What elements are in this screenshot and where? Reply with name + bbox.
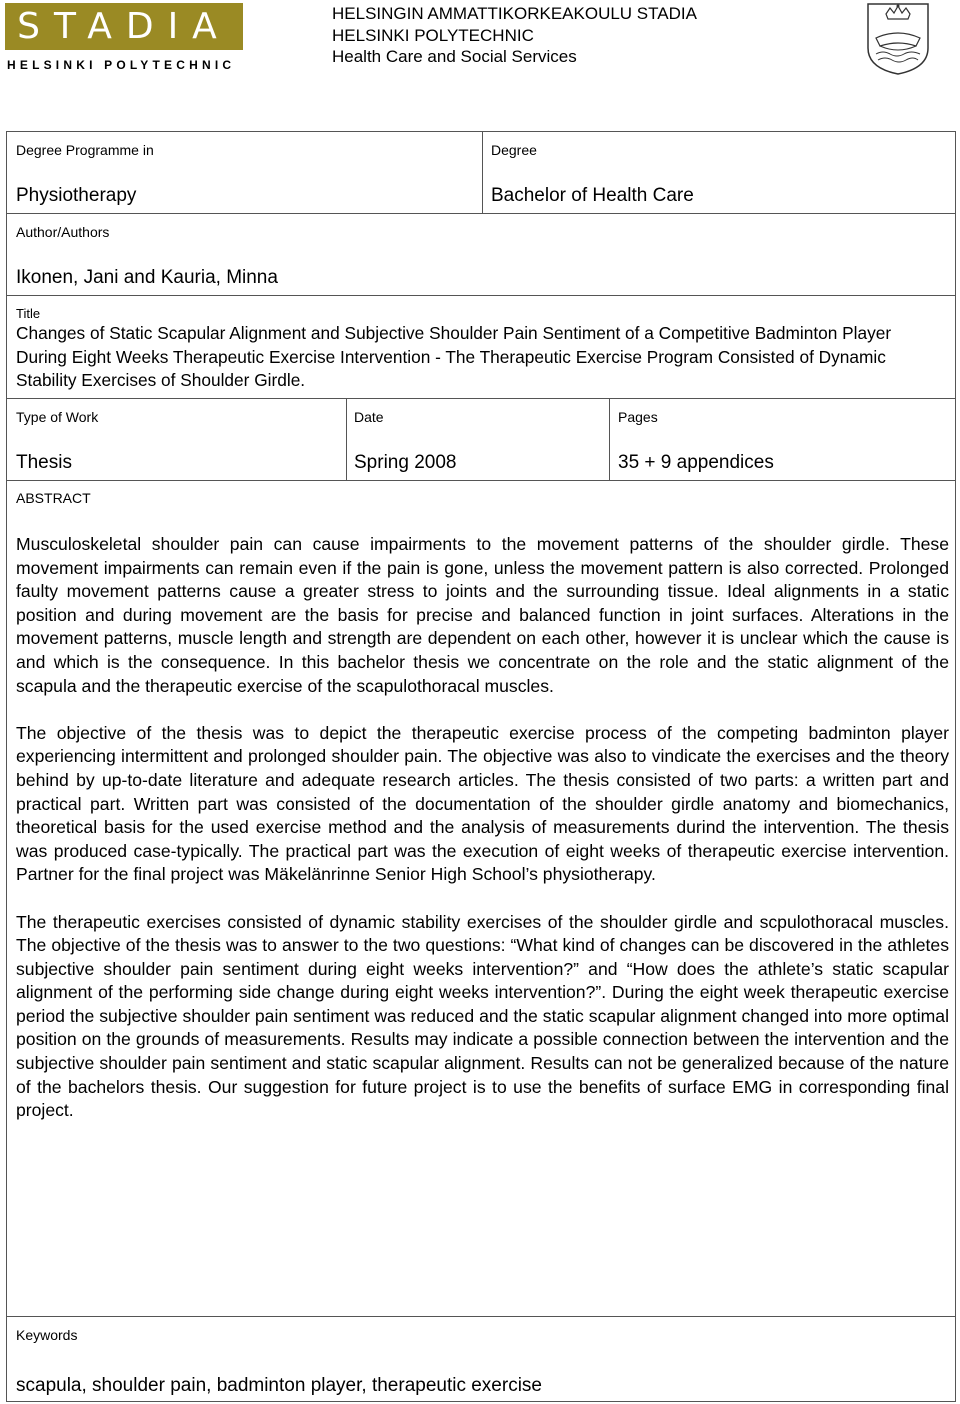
degree-label: Degree [491,142,537,158]
divider [7,213,955,214]
programme-label: Degree Programme in [16,142,154,158]
helsinki-crest-icon [866,2,930,76]
abstract-label: ABSTRACT [16,490,91,506]
degree-value: Bachelor of Health Care [491,185,694,206]
abstract-body [16,533,949,1146]
keywords-value: scapula, shoulder pain, badminton player, therapeutic exercise [16,1375,542,1396]
divider [7,1316,955,1317]
author-value: Ikonen, Jani and Kauria, Minna [16,267,278,288]
programme-value: Physiotherapy [16,185,137,206]
logo-subtitle: HELSINKI POLYTECHNIC [7,58,236,72]
institution-line-1: HELSINGIN AMMATTIKORKEAKOULU STADIA [332,4,697,23]
divider [7,398,955,399]
divider [7,295,955,296]
institution-block [332,3,697,68]
abstract-paragraph-3: The therapeutic exercises consisted of dynamic stability exercises of the shoulder girdle and scpulothoracal muscles. The objective of the thesis was to answer to the two questions: “What kind of changes can be discovered in the athletes subjective shoulder pain sentiment during eight weeks intervention?” and “How does the athlete’s static scapular alignment of the performing side change during eight weeks intervention?”. During the eight week therapeutic exercise period the subjective shoulder pain sentiment was reduced and the static scapular alignment changed into more optimal position on the grounds of measurements. Results may indicate a possible connection between the intervention and the subjective shoulder pain sentiment and static scapular alignment. Results can not be generalized because of the nature of the bachelors thesis. Our suggestion for future project is to use the benefits of surface EMG in corresponding final project. [16,911,949,1121]
logo-wordmark: STADIA [5,3,243,50]
abstract-paragraph-1: Musculoskeletal shoulder pain can cause impairments to the movement patterns of the shoulder girdle. These movement impairments can remain even if the pain is gone, unless the movement pattern is also corrected. Prolonged faulty movement patterns cause a greater stress to joints and the surrounding tissue. Ideal alignments in a static position and during movement are the basis for precise and balanced function in joint surfaces. Alterations in the movement patterns, muscle length and strength are dependent on each other, however it is unclear which the cause is and which is the consequence. In this bachelor thesis we concentrate on the role and the static alignment of the scapula and the therapeutic exercise of the scapulothoracal muscles. [16,534,949,696]
author-label: Author/Authors [16,224,110,240]
divider [7,480,955,481]
keywords-label: Keywords [16,1327,78,1343]
divider [346,398,347,480]
date-label: Date [354,409,384,425]
type-of-work-label: Type of Work [16,409,99,425]
date-value: Spring 2008 [354,452,457,473]
institution-line-2: HELSINKI POLYTECHNIC [332,25,534,45]
pages-value: 35 + 9 appendices [618,452,774,473]
type-of-work-value: Thesis [16,452,72,473]
title-label: Title [16,306,41,321]
title-value: Changes of Static Scapular Alignment and Subjective Shoulder Pain Sentiment of a Competitive Badminton Player During Eight Weeks Therapeutic Exercise Intervention - The Therapeutic Exercise Program Consisted of Dynamic Stability Exercises of Shoulder Girdle. [16,323,892,390]
divider [482,132,483,213]
abstract-paragraph-2: The objective of the thesis was to depict the therapeutic exercise process of the competing badminton player experiencing intermittent and prolonged shoulder pain. The objective was also to vindicate the exercises and the theory behind by up-to-date literature and adequate research articles. The thesis consisted of two parts: a written part and practical part. Written part was consisted of the documentation of the shoulder girdle anatomy and biomechanics, theoretical basis for the used exercise method and the analysis of measurements durind the intervention. The thesis was produced case-typically. The practical part was the execution of eight weeks of therapeutic exercise intervention. Partner for the final project was Mäkelänrinne Senior High School’s physiotherapy. [16,722,949,885]
institution-line-3: Health Care and Social Services [332,47,577,66]
thesis-abstract-form [6,131,956,1402]
divider [609,398,610,480]
stadia-logo [5,3,245,75]
pages-label: Pages [618,409,658,425]
